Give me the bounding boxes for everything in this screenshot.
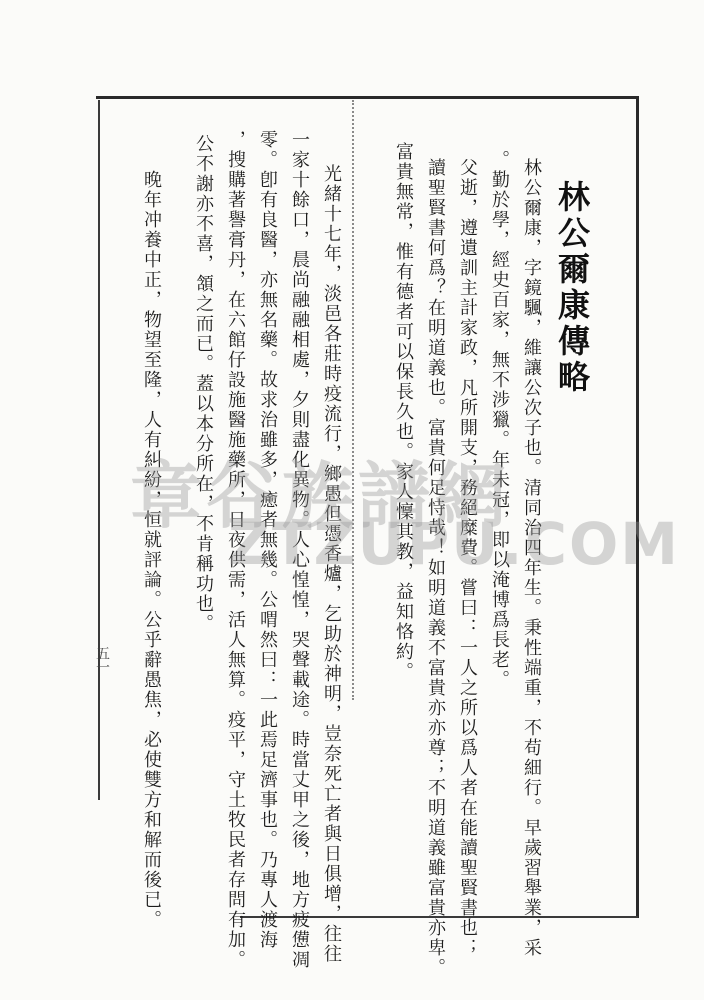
document-title: 林公爾康傳略 bbox=[553, 180, 591, 396]
frame-left-border bbox=[98, 100, 100, 800]
section-separator bbox=[352, 100, 354, 700]
text-column-11: 晚年冲養中正，物望至隆，人有糾紛，恒就評論。公乎辭愚焦，必使雙方和解而後已。 bbox=[141, 170, 162, 930]
text-column-10: 公不謝亦不喜，頷之而已。蓋以本分所在，不肯稱功也。 bbox=[193, 134, 214, 634]
text-column-2: 。勤於學，經史百家，無不涉獵。年未冠，即以淹博爲長老。 bbox=[489, 150, 510, 690]
text-column-9: ，搜購著譽膏丹，在六館仔設施醫施藥所，日夜供需，活人無算。疫平，守土牧民者存問有加。 bbox=[225, 130, 246, 970]
frame-right-border bbox=[636, 96, 639, 918]
text-column-8: 零。卽有良醫，亦無名藥。故求治雖多，癒者無幾。公喟然曰：一此焉足濟事也。乃專人渡海 bbox=[257, 130, 278, 950]
page-number: 五一 bbox=[94, 646, 110, 674]
watermark-url: ZTZUPU.COM bbox=[228, 510, 680, 578]
watermark-text: 章谷族譜網 bbox=[130, 454, 511, 538]
text-column-3: 父逝，遵遺訓主計家政，凡所開支，務絕糜費。嘗曰：一人之所以爲人者在能讀聖賢書也； bbox=[457, 158, 478, 958]
frame-top-border bbox=[96, 96, 638, 99]
text-column-4: 讀聖賢書何爲？在明道義也。富貴何足恃哉！如明道義不富貴亦亦尊；不明道義雖富貴亦卑。 bbox=[425, 158, 446, 978]
text-column-5: 富貴無常，惟有德者可以保長久也。家人懍其教，益知恪約。 bbox=[393, 142, 414, 682]
text-column-7: 一家十餘口，晨尚融融相處，夕則盡化異物。人心惶惶，哭聲載途。時當丈甲之後，地方疲憊凋 bbox=[289, 130, 310, 970]
text-column-6: 光緒十七年，淡邑各莊時疫流行，鄉愚但憑香爐，乞助於神明，豈奈死亡者與日俱增，往往 bbox=[321, 164, 342, 964]
text-column-1: 林公爾康，字鏡颿，維讓公次子也。清同治四年生。秉性端重，不苟細行。早歲習舉業，采 bbox=[521, 158, 542, 958]
